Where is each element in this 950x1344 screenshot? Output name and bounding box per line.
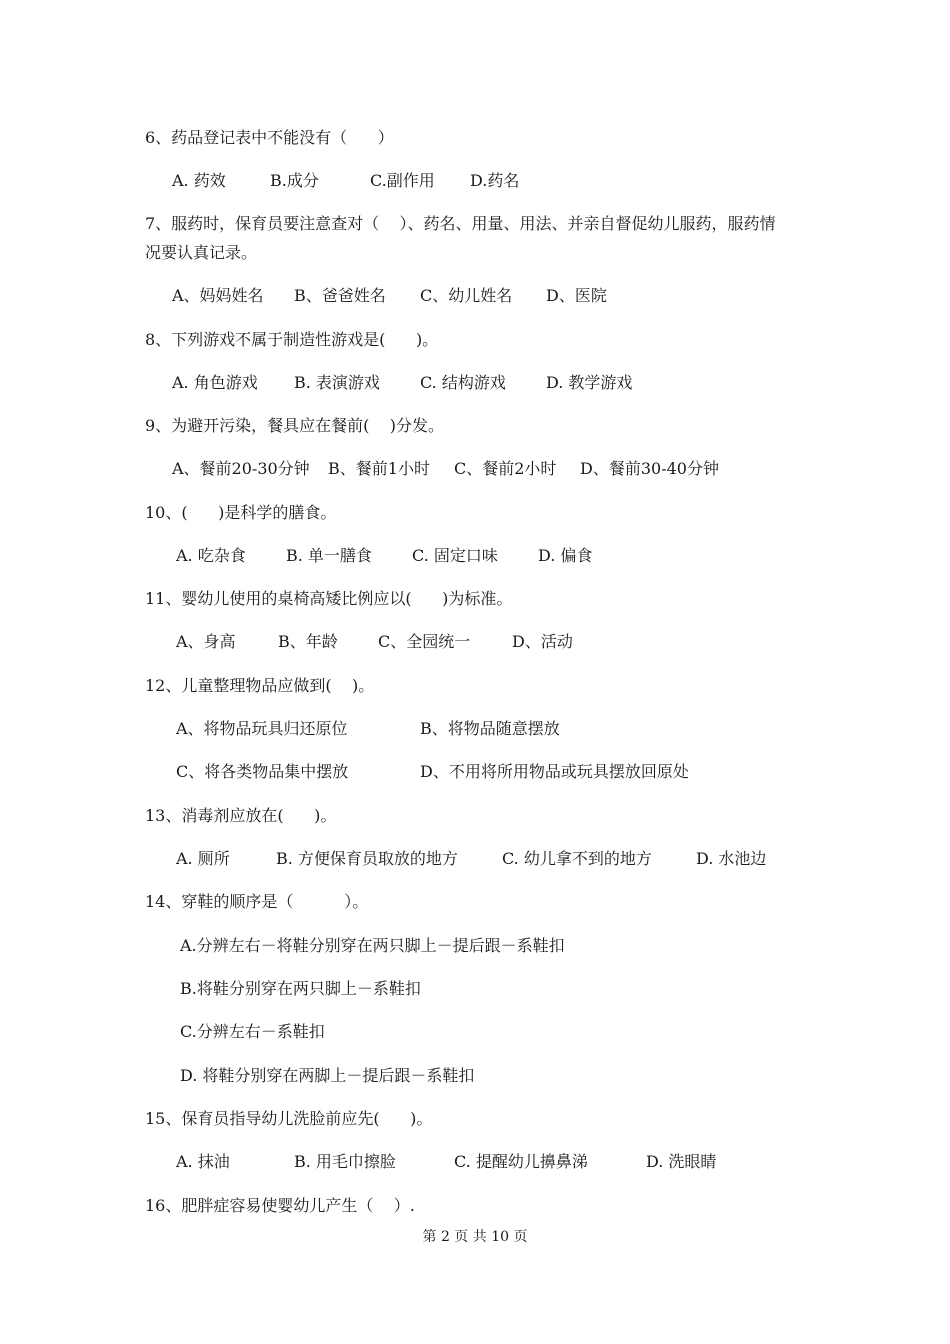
question-13-stem: 13、消毒剂应放在( )。	[145, 806, 337, 825]
question-11-option-a: A、身高	[176, 632, 236, 651]
question-14-stem: 14、穿鞋的顺序是（ ）。	[145, 892, 369, 911]
question-12-option-c: C、将各类物品集中摆放	[176, 762, 349, 781]
question-11-option-c: C、全园统一	[378, 632, 471, 651]
question-16-stem: 16、肥胖症容易使婴幼儿产生（ ）.	[145, 1196, 415, 1215]
question-13-option-d: D. 水池边	[696, 849, 767, 868]
question-8-option-b: B. 表演游戏	[294, 373, 380, 392]
question-9-option-a: A、餐前20-30分钟	[172, 459, 310, 478]
question-11-option-b: B、年龄	[278, 632, 338, 651]
question-7-stem-line1: 7、服药时，保育员要注意查对（ ）、药名、用量、用法、并亲自督促幼儿服药，服药情	[145, 214, 776, 233]
question-14-option-c: C.分辨左右－系鞋扣	[180, 1022, 325, 1041]
question-15-option-d: D. 洗眼睛	[646, 1152, 717, 1171]
question-10-option-a: A. 吃杂食	[176, 546, 246, 565]
question-6-stem: 6、药品登记表中不能没有（ ）	[145, 128, 394, 147]
question-6-option-a: A. 药效	[172, 171, 226, 190]
question-15-option-c: C. 提醒幼儿擤鼻涕	[454, 1152, 588, 1171]
question-7-option-a: A、妈妈姓名	[172, 286, 264, 305]
question-10-stem: 10、( )是科学的膳食。	[145, 503, 337, 522]
question-9-option-d: D、餐前30-40分钟	[580, 459, 719, 478]
question-8-option-c: C. 结构游戏	[420, 373, 506, 392]
question-12-option-a: A、将物品玩具归还原位	[176, 719, 348, 738]
question-7-stem-line2: 况要认真记录。	[145, 243, 258, 262]
question-8-stem: 8、下列游戏不属于制造性游戏是( )。	[145, 330, 439, 349]
page-number-footer: 第 2 页 共 10 页	[422, 1229, 528, 1245]
question-15-option-b: B. 用毛巾擦脸	[294, 1152, 396, 1171]
question-9-option-b: B、餐前1小时	[328, 459, 430, 478]
question-14-option-a: A.分辨左右－将鞋分别穿在两只脚上－提后跟－系鞋扣	[180, 936, 565, 955]
question-9-stem: 9、为避开污染，餐具应在餐前( )分发。	[145, 416, 445, 435]
question-7-option-d: D、医院	[546, 286, 607, 305]
question-12-option-b: B、将物品随意摆放	[420, 719, 560, 738]
question-9-option-c: C、餐前2小时	[454, 459, 557, 478]
question-13-option-a: A. 厕所	[176, 849, 230, 868]
question-12-option-d: D、不用将所用物品或玩具摆放回原处	[420, 762, 689, 781]
question-6-option-d: D.药名	[470, 171, 520, 190]
question-10-option-c: C. 固定口味	[412, 546, 498, 565]
question-14-option-b: B.将鞋分别穿在两只脚上－系鞋扣	[180, 979, 421, 998]
question-10-option-b: B. 单一膳食	[286, 546, 372, 565]
question-8-option-a: A. 角色游戏	[172, 373, 258, 392]
question-13-option-b: B. 方便保育员取放的地方	[276, 849, 458, 868]
question-12-stem: 12、儿童整理物品应做到( )。	[145, 676, 375, 695]
question-15-option-a: A. 抹油	[176, 1152, 230, 1171]
question-11-stem: 11、婴幼儿使用的桌椅高矮比例应以( )为标准。	[145, 589, 513, 608]
question-6-option-c: C.副作用	[370, 171, 435, 190]
question-6-option-b: B.成分	[270, 171, 319, 190]
question-7-option-b: B、爸爸姓名	[294, 286, 386, 305]
question-14-option-d: D. 将鞋分别穿在两脚上－提后跟－系鞋扣	[180, 1066, 475, 1085]
question-7-option-c: C、幼儿姓名	[420, 286, 513, 305]
question-10-option-d: D. 偏食	[538, 546, 593, 565]
question-8-option-d: D. 教学游戏	[546, 373, 633, 392]
question-13-option-c: C. 幼儿拿不到的地方	[502, 849, 652, 868]
question-11-option-d: D、活动	[512, 632, 573, 651]
question-15-stem: 15、保育员指导幼儿洗脸前应先( )。	[145, 1109, 433, 1128]
